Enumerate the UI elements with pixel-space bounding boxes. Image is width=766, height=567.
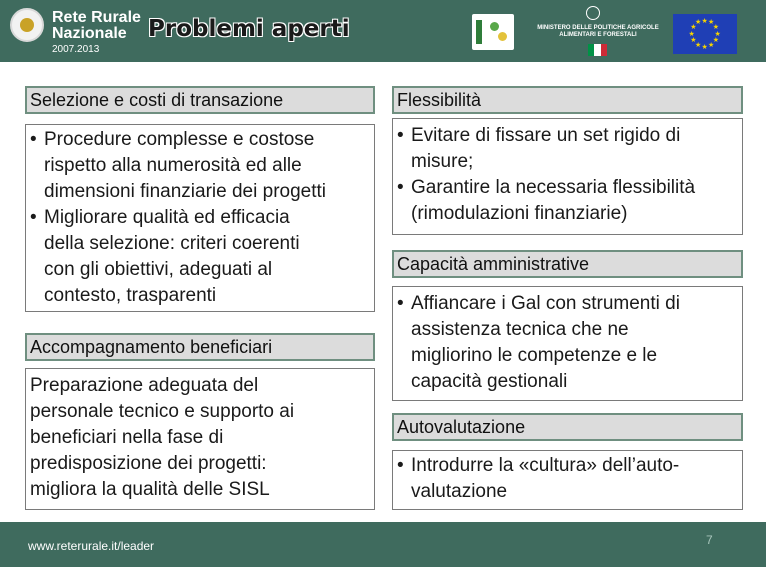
rete-rurale-logo-icon: [10, 8, 44, 42]
list-item-line: con gli obiettivi, adeguati al: [44, 259, 273, 280]
text-line: Preparazione adeguata del: [30, 375, 259, 396]
logo-text-line1: Rete Rurale: [52, 9, 141, 26]
ministry-emblem-icon: [586, 6, 600, 20]
italy-flag-icon: [588, 44, 607, 56]
page-title: Problemi aperti: [148, 16, 350, 42]
bullet-icon: •: [30, 129, 37, 150]
eu-star-icon: ★: [695, 19, 702, 27]
eu-star-icon: ★: [690, 24, 697, 31]
capacita-header: Capacità amministrative: [392, 250, 743, 278]
footer-url[interactable]: www.reterurale.it/leader: [28, 539, 155, 553]
text-line: beneficiari nella fase di: [30, 427, 224, 448]
list-item-line: Evitare di fissare un set rigido di: [411, 125, 681, 146]
ministry-name: [532, 25, 664, 39]
eu-star-icon: ★: [695, 41, 702, 49]
list-item-line: (rimodulazioni finanziarie): [411, 203, 628, 224]
list-item-line: Garantire la necessaria flessibilità: [411, 177, 696, 198]
list-item-line: Introdurre la «cultura» dell’auto-: [411, 455, 680, 476]
text-line: migliora la qualità delle SISL: [30, 479, 270, 500]
eu-star-icon: ★: [701, 17, 708, 25]
list-item-line: Procedure complesse e costose: [44, 129, 315, 150]
list-item-line: capacità gestionali: [411, 371, 568, 392]
bullet-icon: •: [397, 293, 404, 314]
eu-star-icon: ★: [712, 37, 720, 44]
eu-star-icon: ★: [708, 41, 715, 49]
accompagnamento-header: Accompagnamento beneficiari: [25, 333, 375, 361]
leader-logo-icon: [472, 14, 514, 50]
eu-star-icon: ★: [708, 19, 715, 27]
bullet-icon: •: [30, 207, 37, 228]
flessibilita-list: [397, 123, 738, 227]
list-item-line: Migliorare qualità ed efficacia: [44, 207, 290, 228]
list-item-line: migliorino le competenze e le: [411, 345, 658, 366]
selezione-header: Selezione e costi di transazione: [25, 86, 375, 114]
text-line: predisposizione dei progetti:: [30, 453, 267, 474]
list-item-line: rispetto alla numerosità ed alle: [44, 155, 302, 176]
bullet-icon: •: [397, 455, 404, 476]
eu-star-icon: ★: [701, 43, 708, 51]
list-item-line: contesto, trasparenti: [44, 285, 217, 306]
list-item-line: della selezione: criteri coerenti: [44, 233, 300, 254]
eu-star-icon: ★: [712, 24, 720, 31]
list-item: [30, 127, 370, 205]
logo-text-line2: Nazionale: [52, 25, 127, 42]
eu-star-icon: ★: [714, 30, 721, 38]
list-item-line: assistenza tecnica che ne: [411, 319, 629, 340]
eu-star-icon: ★: [688, 30, 695, 38]
flessibilita-header: Flessibilità: [392, 86, 743, 114]
list-item: [397, 123, 738, 175]
list-item: [30, 205, 370, 309]
ministry-name-line1: MINISTERO DELLE POLITICHE AGRICOLE: [537, 25, 659, 31]
autovalutazione-body: [392, 450, 743, 510]
list-item-line: Affiancare i Gal con strumenti di: [411, 293, 680, 314]
list-item: [397, 291, 738, 395]
eu-star-icon: ★: [690, 37, 697, 44]
footer-bar: [0, 522, 766, 567]
autovalutazione-list: [397, 453, 738, 505]
list-item-line: valutazione: [411, 481, 508, 502]
list-item: [397, 175, 738, 227]
list-item: [397, 453, 738, 505]
bullet-icon: •: [397, 125, 404, 146]
bullet-icon: •: [397, 177, 404, 198]
selezione-body: [25, 124, 375, 312]
accompagnamento-text: [30, 373, 370, 503]
autovalutazione-header: Autovalutazione: [392, 413, 743, 441]
flessibilita-body: [392, 118, 743, 235]
capacita-list: [397, 291, 738, 395]
page-number: 7: [706, 533, 713, 547]
accompagnamento-body: [25, 368, 375, 510]
list-item-line: misure;: [411, 151, 474, 172]
text-line: personale tecnico e supporto ai: [30, 401, 295, 422]
ministry-name-line2: ALIMENTARI E FORESTALI: [559, 32, 637, 38]
logo-years: 2007.2013: [52, 44, 100, 55]
eu-flag-icon: [673, 14, 737, 54]
selezione-list: [30, 127, 370, 309]
list-item-line: dimensioni finanziarie dei progetti: [44, 181, 326, 202]
header-bar: [0, 0, 766, 62]
capacita-body: [392, 286, 743, 401]
